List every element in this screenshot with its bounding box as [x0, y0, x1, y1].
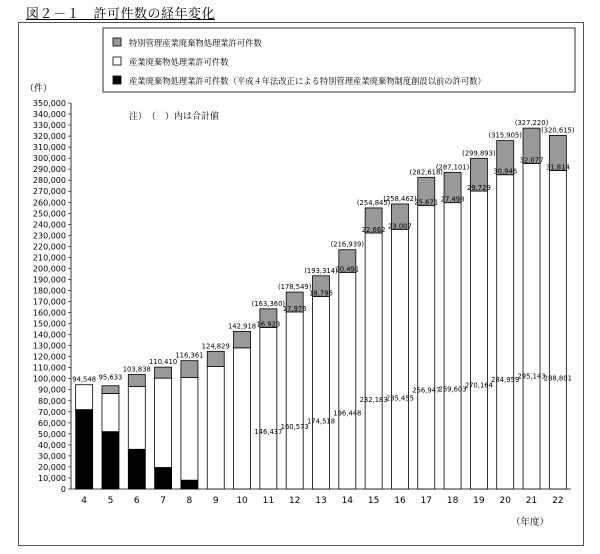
y-tick-label: 350,000	[32, 99, 66, 108]
bar-industrial-segment	[155, 378, 172, 467]
bar-special-segment	[181, 361, 198, 378]
bar-special-segment	[102, 386, 119, 394]
legend-swatch	[113, 57, 121, 65]
legend-swatch	[113, 38, 121, 46]
bar-pre-1992-segment	[128, 449, 145, 489]
bar-industrial-segment	[234, 348, 251, 489]
industrial-count-label: 295,143	[517, 372, 546, 381]
bar-special-segment	[207, 351, 224, 366]
total-label: 95,633	[98, 373, 123, 382]
total-label: 124,829	[201, 342, 230, 351]
total-label: (299,893)	[462, 149, 496, 158]
y-tick-label: 80,000	[38, 396, 66, 406]
bar-special-segment	[128, 374, 145, 386]
chart-frame	[18, 22, 584, 546]
industrial-count-label: 196,448	[333, 409, 362, 418]
x-tick-label: 19	[473, 496, 485, 506]
industrial-count-label: 270,164	[464, 381, 493, 390]
y-tick-label: 200,000	[32, 264, 66, 274]
bar-pre-1992-segment	[102, 432, 119, 489]
legend-label: 産業廃棄物処理業許可件数（平成４年法改正による特別管理産業廃棄物制度創設以前の許可数）	[129, 76, 486, 86]
y-tick-label: 20,000	[38, 462, 66, 472]
bar-industrial-segment	[207, 367, 224, 489]
special-count-label: 25,671	[414, 198, 439, 207]
industrial-count-label: 259,603	[438, 385, 467, 394]
y-tick-label: 100,000	[32, 374, 66, 384]
bar-industrial-segment	[76, 385, 93, 410]
y-tick-label: 330,000	[32, 121, 66, 131]
y-tick-label: 210,000	[32, 253, 66, 263]
total-label: (258,462)	[383, 194, 417, 203]
bar-pre-1992-segment	[155, 467, 172, 489]
x-tick-label: 17	[420, 496, 432, 506]
x-tick-label: 9	[212, 496, 219, 506]
x-tick-label: 14	[341, 496, 354, 506]
bar-industrial-segment	[470, 191, 487, 489]
y-tick-label: 70,000	[38, 407, 66, 417]
bar-industrial-segment	[365, 233, 382, 489]
special-count-label: 18,796	[309, 289, 333, 298]
bar-industrial-segment	[497, 175, 514, 489]
y-tick-label: 30,000	[38, 451, 66, 461]
bar-industrial-segment	[339, 272, 356, 489]
special-count-label: 29,729	[466, 184, 491, 193]
bar-industrial-segment	[128, 387, 145, 450]
industrial-count-label: 256,947	[412, 386, 441, 395]
y-tick-label: 90,000	[38, 385, 66, 395]
bar-pre-1992-segment	[76, 410, 93, 489]
y-tick-label: 320,000	[32, 132, 66, 142]
legend-swatch	[113, 76, 121, 84]
y-tick-label: 230,000	[32, 231, 66, 241]
bar-industrial-segment	[444, 203, 461, 489]
special-count-label: 31,814	[545, 163, 570, 172]
total-label: 103,838	[122, 365, 151, 374]
bar-industrial-segment	[102, 393, 119, 431]
special-count-label: 16,923	[256, 320, 281, 329]
x-tick-label: 4	[81, 496, 88, 506]
total-label: (254,845)	[356, 198, 391, 207]
bar-special-segment	[155, 367, 172, 378]
special-count-label: 22,662	[361, 225, 386, 234]
y-tick-label: 180,000	[32, 286, 66, 296]
total-label: (163,360)	[251, 299, 286, 308]
y-tick-label: 10,000	[38, 473, 66, 483]
y-tick-label: 50,000	[38, 429, 66, 439]
total-label: 94,548	[72, 375, 97, 384]
total-label: 116,361	[175, 351, 204, 360]
bar-special-segment	[234, 331, 251, 347]
y-tick-label: 270,000	[32, 187, 66, 197]
y-tick-label: 60,000	[38, 418, 66, 428]
chart-note: 注） （ ）内は合計値	[129, 112, 220, 122]
special-count-label: 27,498	[440, 195, 465, 204]
legend-label: 産業廃棄物処理業許可件数	[129, 57, 229, 67]
total-label: (178,549)	[277, 283, 312, 292]
x-tick-label: 8	[186, 496, 193, 506]
bar-industrial-segment	[181, 378, 198, 481]
industrial-count-label: 235,455	[385, 394, 415, 403]
total-label: (287,101)	[435, 163, 470, 172]
bar-industrial-segment	[313, 297, 330, 489]
y-tick-label: 130,000	[32, 341, 66, 351]
bar-industrial-segment	[549, 170, 566, 489]
stacked-bar-chart	[19, 23, 585, 547]
y-tick-label: 170,000	[32, 297, 66, 307]
legend-label: 特別管理産業廃棄物処理業許可件数	[129, 38, 262, 48]
y-tick-label: 190,000	[32, 275, 66, 285]
industrial-count-label: 284,959	[491, 376, 520, 385]
y-tick-label: 160,000	[32, 308, 66, 318]
special-count-label: 17,976	[282, 304, 307, 313]
y-tick-label: 220,000	[32, 242, 66, 252]
bar-industrial-segment	[286, 312, 303, 489]
figure-title: 図２－１ 許可件数の経年変化	[26, 7, 216, 22]
x-tick-label: 6	[133, 496, 140, 506]
bar-pre-1992-segment	[181, 480, 198, 489]
x-tick-label: 11	[262, 496, 275, 506]
special-count-label: 23,007	[388, 222, 412, 231]
x-tick-label: 22	[552, 496, 564, 506]
y-tick-label: 150,000	[32, 319, 66, 329]
industrial-count-label: 146,437	[254, 428, 283, 437]
y-tick-label: 40,000	[38, 440, 66, 450]
y-tick-label: 290,000	[32, 165, 66, 175]
x-unit-label: （年度）	[511, 517, 550, 528]
x-tick-label: 21	[525, 496, 538, 506]
industrial-count-label: 160,573	[280, 422, 309, 431]
y-tick-label: 120,000	[32, 352, 66, 362]
y-tick-label: 340,000	[32, 110, 66, 120]
y-tick-label: 300,000	[32, 154, 66, 164]
x-tick-label: 20	[499, 496, 511, 506]
x-tick-label: 13	[315, 496, 327, 506]
y-tick-label: 260,000	[32, 198, 66, 208]
bar-industrial-segment	[260, 328, 277, 489]
y-tick-label: 140,000	[32, 330, 66, 340]
bar-industrial-segment	[391, 229, 408, 489]
industrial-count-label: 288,801	[543, 374, 572, 383]
x-tick-label: 5	[107, 496, 114, 506]
x-tick-label: 10	[236, 496, 248, 506]
total-label: (320,615)	[541, 126, 575, 135]
x-tick-label: 7	[160, 496, 166, 506]
industrial-count-label: 232,183	[359, 395, 388, 404]
bar-industrial-segment	[523, 163, 540, 489]
total-label: (193,314)	[304, 266, 338, 275]
y-tick-label: 250,000	[32, 209, 66, 219]
total-label: (282,618)	[409, 168, 443, 177]
y-tick-label: 310,000	[32, 143, 66, 153]
special-count-label: 20,491	[335, 265, 360, 274]
special-count-label: 32,077	[519, 156, 544, 165]
special-count-label: 30,946	[493, 167, 518, 176]
total-label: (327,220)	[514, 119, 549, 128]
total-label: 142,918	[227, 322, 257, 331]
x-tick-label: 16	[394, 496, 406, 506]
y-tick-label: 0	[60, 485, 66, 494]
x-tick-label: 18	[446, 496, 459, 506]
y-unit-label: （件）	[25, 84, 53, 94]
x-tick-label: 12	[288, 496, 301, 506]
total-label: (315,905)	[488, 131, 522, 140]
y-tick-label: 240,000	[32, 220, 66, 230]
total-label: (216,939)	[330, 240, 365, 249]
x-tick-label: 15	[367, 496, 380, 506]
total-label: 110,410	[149, 358, 178, 367]
y-tick-label: 280,000	[32, 176, 66, 186]
y-tick-label: 110,000	[32, 363, 66, 373]
industrial-count-label: 174,518	[306, 417, 336, 426]
bar-industrial-segment	[418, 206, 435, 489]
